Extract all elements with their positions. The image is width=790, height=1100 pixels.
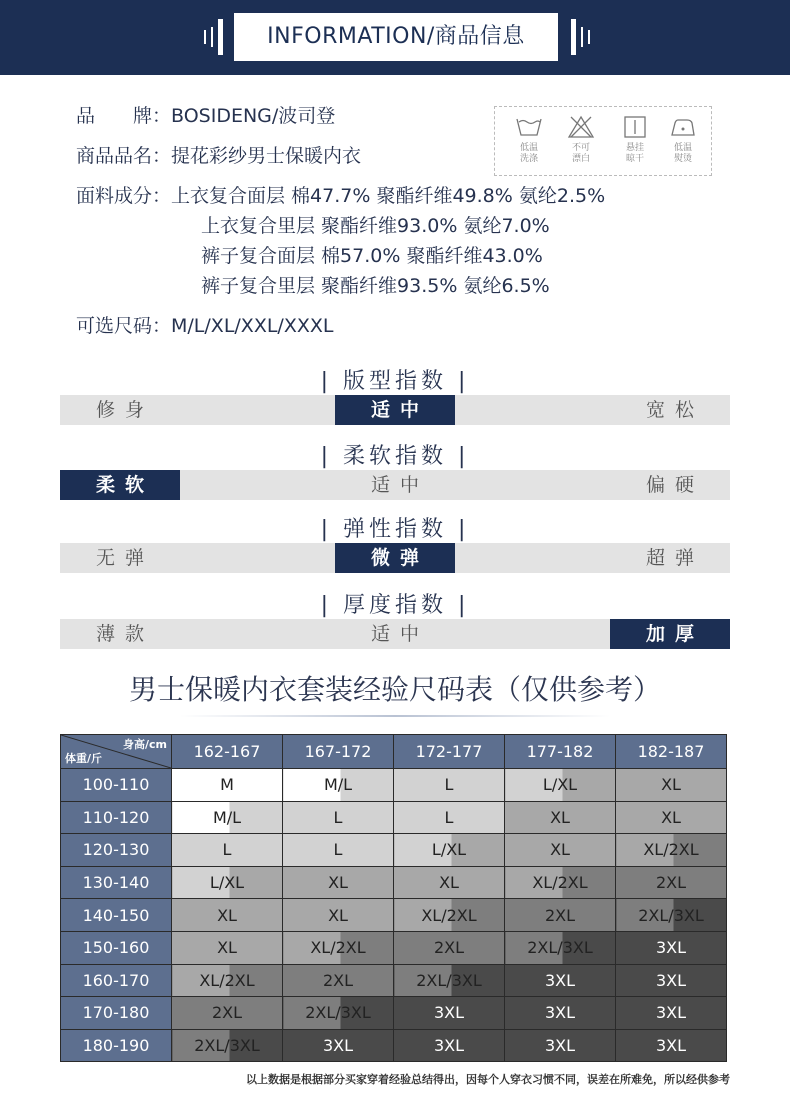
elasticity-index-bar (60, 543, 730, 573)
size-cell: XL/2XL (283, 931, 394, 964)
brand-value: BOSIDENG/波司登 (171, 105, 336, 127)
size-cell: L (394, 769, 505, 802)
fabric-line-1: 上衣复合里层 聚酯纤维93.0% 氨纶7.0% (201, 215, 550, 237)
size-cell: XL (616, 769, 727, 802)
fit-option-slim: 修身 (95, 399, 154, 421)
fit-option-regular: 适中 (335, 395, 455, 425)
size-cell: M/L (172, 801, 283, 834)
size-cell: XL/2XL (505, 866, 616, 899)
care-iron-line1: 低温 (673, 143, 692, 153)
softness-option-soft: 柔软 (60, 470, 180, 500)
fabric-line-3: 裤子复合里层 聚酯纤维93.5% 氨纶6.5% (201, 275, 550, 297)
thickness-option-thick: 加厚 (610, 619, 730, 649)
care-dry-line1: 悬挂 (625, 143, 644, 153)
size-cell: 2XL/3XL (283, 997, 394, 1030)
fit-option-loose: 宽松 (645, 399, 704, 421)
size-cell: 2XL (283, 964, 394, 997)
table-row (61, 899, 727, 932)
height-column-header: 162-167 (172, 735, 283, 769)
table-corner-cell (61, 735, 172, 769)
size-cell: XL (394, 866, 505, 899)
elasticity-index-title: | 弹性指数 | (320, 517, 470, 542)
care-bleach-line1: 不可 (571, 143, 590, 153)
thickness-index-title: | 厚度指数 | (320, 593, 470, 618)
size-chart-table (60, 734, 727, 1062)
weight-row-header: 100-110 (61, 769, 172, 802)
care-item-bleach (561, 115, 601, 165)
size-cell: XL (172, 931, 283, 964)
fabric-line-2: 裤子复合面层 棉57.0% 聚酯纤维43.0% (201, 245, 543, 267)
elasticity-option-super: 超弹 (645, 547, 704, 569)
care-item-iron (663, 115, 703, 165)
size-cell: XL (283, 866, 394, 899)
fit-index-bar (60, 395, 730, 425)
weight-row-header: 140-150 (61, 899, 172, 932)
thickness-option-thin: 薄款 (95, 623, 154, 645)
care-dry-line2: 晾干 (625, 154, 644, 164)
product-name-label: 商品品名： (76, 145, 172, 167)
thickness-index-bar (60, 619, 730, 649)
height-column-header: 182-187 (616, 735, 727, 769)
weight-row-header: 160-170 (61, 964, 172, 997)
size-cell: L/XL (172, 866, 283, 899)
size-cell: XL/2XL (394, 899, 505, 932)
table-row (61, 1029, 727, 1062)
size-cell: L (172, 834, 283, 867)
size-cell: 3XL (394, 997, 505, 1030)
fabric-line-0: 上衣复合面层 棉47.7% 聚酯纤维49.8% 氨纶2.5% (171, 185, 606, 207)
size-cell: M/L (283, 769, 394, 802)
table-header-row (61, 735, 727, 769)
table-row (61, 866, 727, 899)
size-cell: 3XL (616, 931, 727, 964)
care-wash-line1: 低温 (519, 143, 538, 153)
elasticity-option-none: 无弹 (95, 547, 154, 569)
sizes-label: 可选尺码： (76, 315, 172, 337)
weight-row-header: 130-140 (61, 866, 172, 899)
header-bars-left (204, 19, 223, 55)
sizes-value: M/L/XL/XXL/XXXL (171, 315, 334, 337)
hang-dry-icon (621, 115, 649, 139)
table-row (61, 769, 727, 802)
size-cell: XL/2XL (172, 964, 283, 997)
table-row (61, 964, 727, 997)
size-cell: 2XL (172, 997, 283, 1030)
softness-option-firm: 偏硬 (645, 474, 704, 496)
weight-row-header: 120-130 (61, 834, 172, 867)
table-row (61, 801, 727, 834)
size-cell: 2XL/3XL (394, 964, 505, 997)
product-name-value: 提花彩纱男士保暖内衣 (171, 145, 362, 167)
softness-index-bar (60, 470, 730, 500)
product-name-line (76, 143, 361, 169)
size-cell: XL (283, 899, 394, 932)
size-cell: L/XL (394, 834, 505, 867)
size-cell: 2XL/3XL (172, 1029, 283, 1062)
care-instructions (494, 106, 712, 176)
care-item-dry (615, 115, 655, 165)
weight-row-header: 110-120 (61, 801, 172, 834)
size-cell: XL/2XL (616, 834, 727, 867)
size-cell: L (283, 801, 394, 834)
header-title: INFORMATION/商品信息 (234, 13, 558, 61)
size-cell: L (394, 801, 505, 834)
size-cell: L/XL (505, 769, 616, 802)
corner-height-label: 身高/cm (123, 738, 167, 751)
size-cell: XL (505, 801, 616, 834)
sizes-line (76, 313, 333, 339)
size-cell: 3XL (616, 1029, 727, 1062)
header-banner (0, 0, 790, 75)
table-row (61, 997, 727, 1030)
size-cell: 2XL (616, 866, 727, 899)
size-chart-title: 男士保暖内衣套装经验尺码表（仅供参考） (128, 673, 661, 706)
elasticity-option-slight: 微弹 (335, 543, 455, 573)
size-cell: 2XL (394, 931, 505, 964)
size-cell: 3XL (616, 997, 727, 1030)
softness-option-medium: 适中 (370, 474, 429, 496)
height-column-header: 177-182 (505, 735, 616, 769)
size-cell: 2XL (505, 899, 616, 932)
size-cell: XL (616, 801, 727, 834)
size-cell: 3XL (394, 1029, 505, 1062)
low-temp-wash-icon (515, 115, 543, 139)
size-cell: M (172, 769, 283, 802)
size-cell: L (283, 834, 394, 867)
size-cell: XL (172, 899, 283, 932)
size-cell: 3XL (616, 964, 727, 997)
height-column-header: 172-177 (394, 735, 505, 769)
fit-index-title: | 版型指数 | (320, 369, 470, 394)
low-temp-iron-icon (669, 115, 697, 139)
care-bleach-line2: 漂白 (571, 154, 590, 164)
care-iron-line2: 熨烫 (673, 154, 692, 164)
size-cell: 3XL (505, 997, 616, 1030)
care-wash-line2: 洗涤 (519, 154, 538, 164)
corner-weight-label: 体重/斤 (65, 752, 103, 765)
weight-row-header: 180-190 (61, 1029, 172, 1062)
weight-row-header: 170-180 (61, 997, 172, 1030)
header-bars-right (571, 19, 590, 55)
size-cell: 2XL/3XL (616, 899, 727, 932)
fabric-label: 面料成分： (76, 185, 172, 207)
size-cell: 3XL (505, 964, 616, 997)
table-row (61, 834, 727, 867)
size-cell: 3XL (505, 1029, 616, 1062)
size-cell: 2XL/3XL (505, 931, 616, 964)
size-cell: 3XL (283, 1029, 394, 1062)
no-bleach-icon (567, 115, 595, 139)
thickness-option-medium: 适中 (370, 623, 429, 645)
brand-line (76, 103, 335, 129)
brand-label: 品 牌： (76, 105, 172, 127)
softness-index-title: | 柔软指数 | (320, 444, 470, 469)
fabric-line (76, 183, 605, 209)
size-cell: XL (505, 834, 616, 867)
weight-row-header: 150-160 (61, 931, 172, 964)
height-column-header: 167-172 (283, 735, 394, 769)
table-row (61, 931, 727, 964)
size-chart-footnote: 以上数据是根据部分买家穿着经验总结得出，因每个人穿衣习惯不同，误差在所难免，所以经供参考 (246, 1073, 730, 1086)
care-item-wash (509, 115, 549, 165)
title-underline (180, 715, 610, 717)
